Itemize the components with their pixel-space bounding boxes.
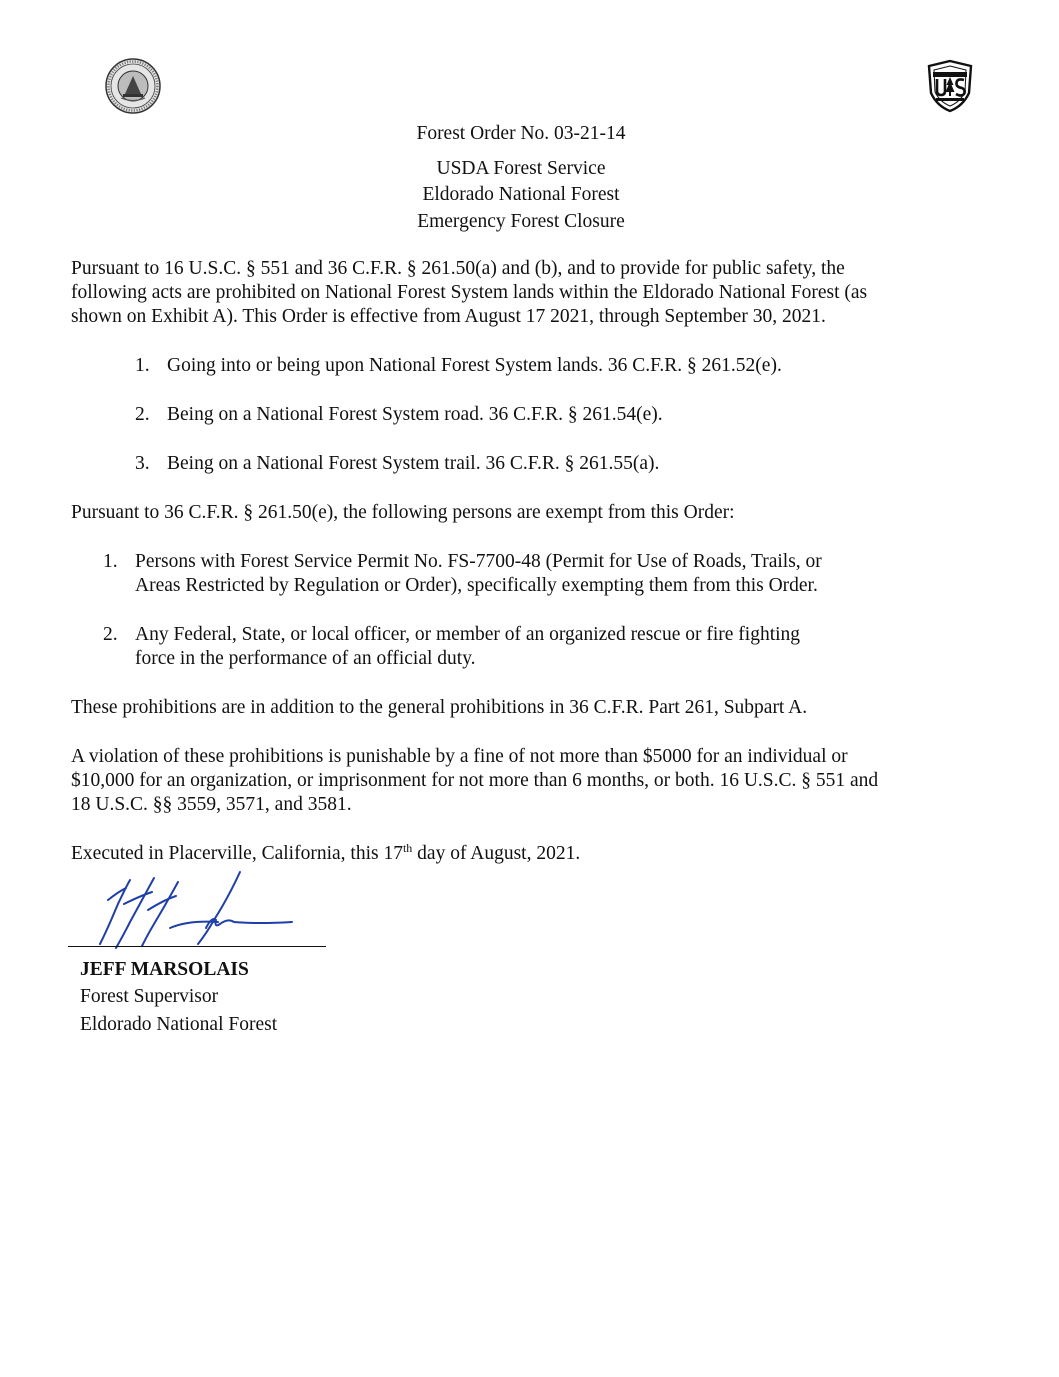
list-number: 2. — [103, 624, 118, 645]
handwritten-signature — [68, 870, 330, 952]
exempt-intro: Pursuant to 36 C.F.R. § 261.50(e), the following persons are exempt from this Order: — [71, 502, 735, 523]
executed-line — [71, 842, 971, 866]
list-item-line: Persons with Forest Service Permit No. FS-7700-48 (Permit for Use of Roads, Trails, or — [135, 551, 822, 572]
document-title: Emergency Forest Closure — [417, 211, 625, 232]
forest-name: Eldorado National Forest — [422, 184, 620, 205]
violation-line: $10,000 for an organization, or imprisonment for not more than 6 months, or both. 16 U.S.C. § 551 and — [71, 770, 879, 791]
violation-line: A violation of these prohibitions is punishable by a fine of not more than $5000 for an individual or — [71, 746, 848, 767]
violation-line: 18 U.S.C. §§ 3559, 3571, and 3581. — [71, 794, 352, 815]
list-item-line: Any Federal, State, or local officer, or member of an organized rescue or fire fighting — [135, 624, 801, 645]
usda-seal-logo — [103, 58, 163, 114]
list-number: 1. — [103, 551, 118, 572]
signer-name: JEFF MARSOLAIS — [80, 959, 249, 980]
executed-text: Executed in Placerville, California, this 17 — [71, 843, 403, 864]
intro-line: following acts are prohibited on National Forest System lands within the Eldorado National Forest (as — [71, 282, 868, 303]
ordinal-suffix: th — [402, 841, 413, 855]
signer-title: Forest Supervisor — [80, 986, 219, 1007]
agency-name: USDA Forest Service — [436, 158, 606, 179]
signature-line — [68, 946, 326, 947]
list-number: 1. — [135, 355, 150, 376]
addition-paragraph: These prohibitions are in addition to the general prohibitions in 36 C.F.R. Part 261, Subpart A. — [71, 697, 808, 718]
list-number: 3. — [135, 453, 150, 474]
list-item: Being on a National Forest System road. 36 C.F.R. § 261.54(e). — [167, 404, 663, 425]
intro-line: Pursuant to 16 U.S.C. § 551 and 36 C.F.R. § 261.50(a) and (b), and to provide for public safety, the — [71, 258, 845, 279]
forest-service-shield-logo — [927, 59, 973, 113]
signer-unit: Eldorado National Forest — [80, 1014, 278, 1035]
order-number: Forest Order No. 03-21-14 — [416, 123, 626, 144]
list-item-line: force in the performance of an official duty. — [135, 648, 476, 669]
list-number: 2. — [135, 404, 150, 425]
list-item: Being on a National Forest System trail. 36 C.F.R. § 261.55(a). — [167, 453, 660, 474]
executed-text-end: day of August, 2021. — [412, 843, 581, 864]
list-item-line: Areas Restricted by Regulation or Order), specifically exempting them from this Order. — [135, 575, 818, 596]
list-item: Going into or being upon National Forest System lands. 36 C.F.R. § 261.52(e). — [167, 355, 782, 376]
intro-line: shown on Exhibit A). This Order is effective from August 17 2021, through September 30, 2021. — [71, 306, 826, 327]
